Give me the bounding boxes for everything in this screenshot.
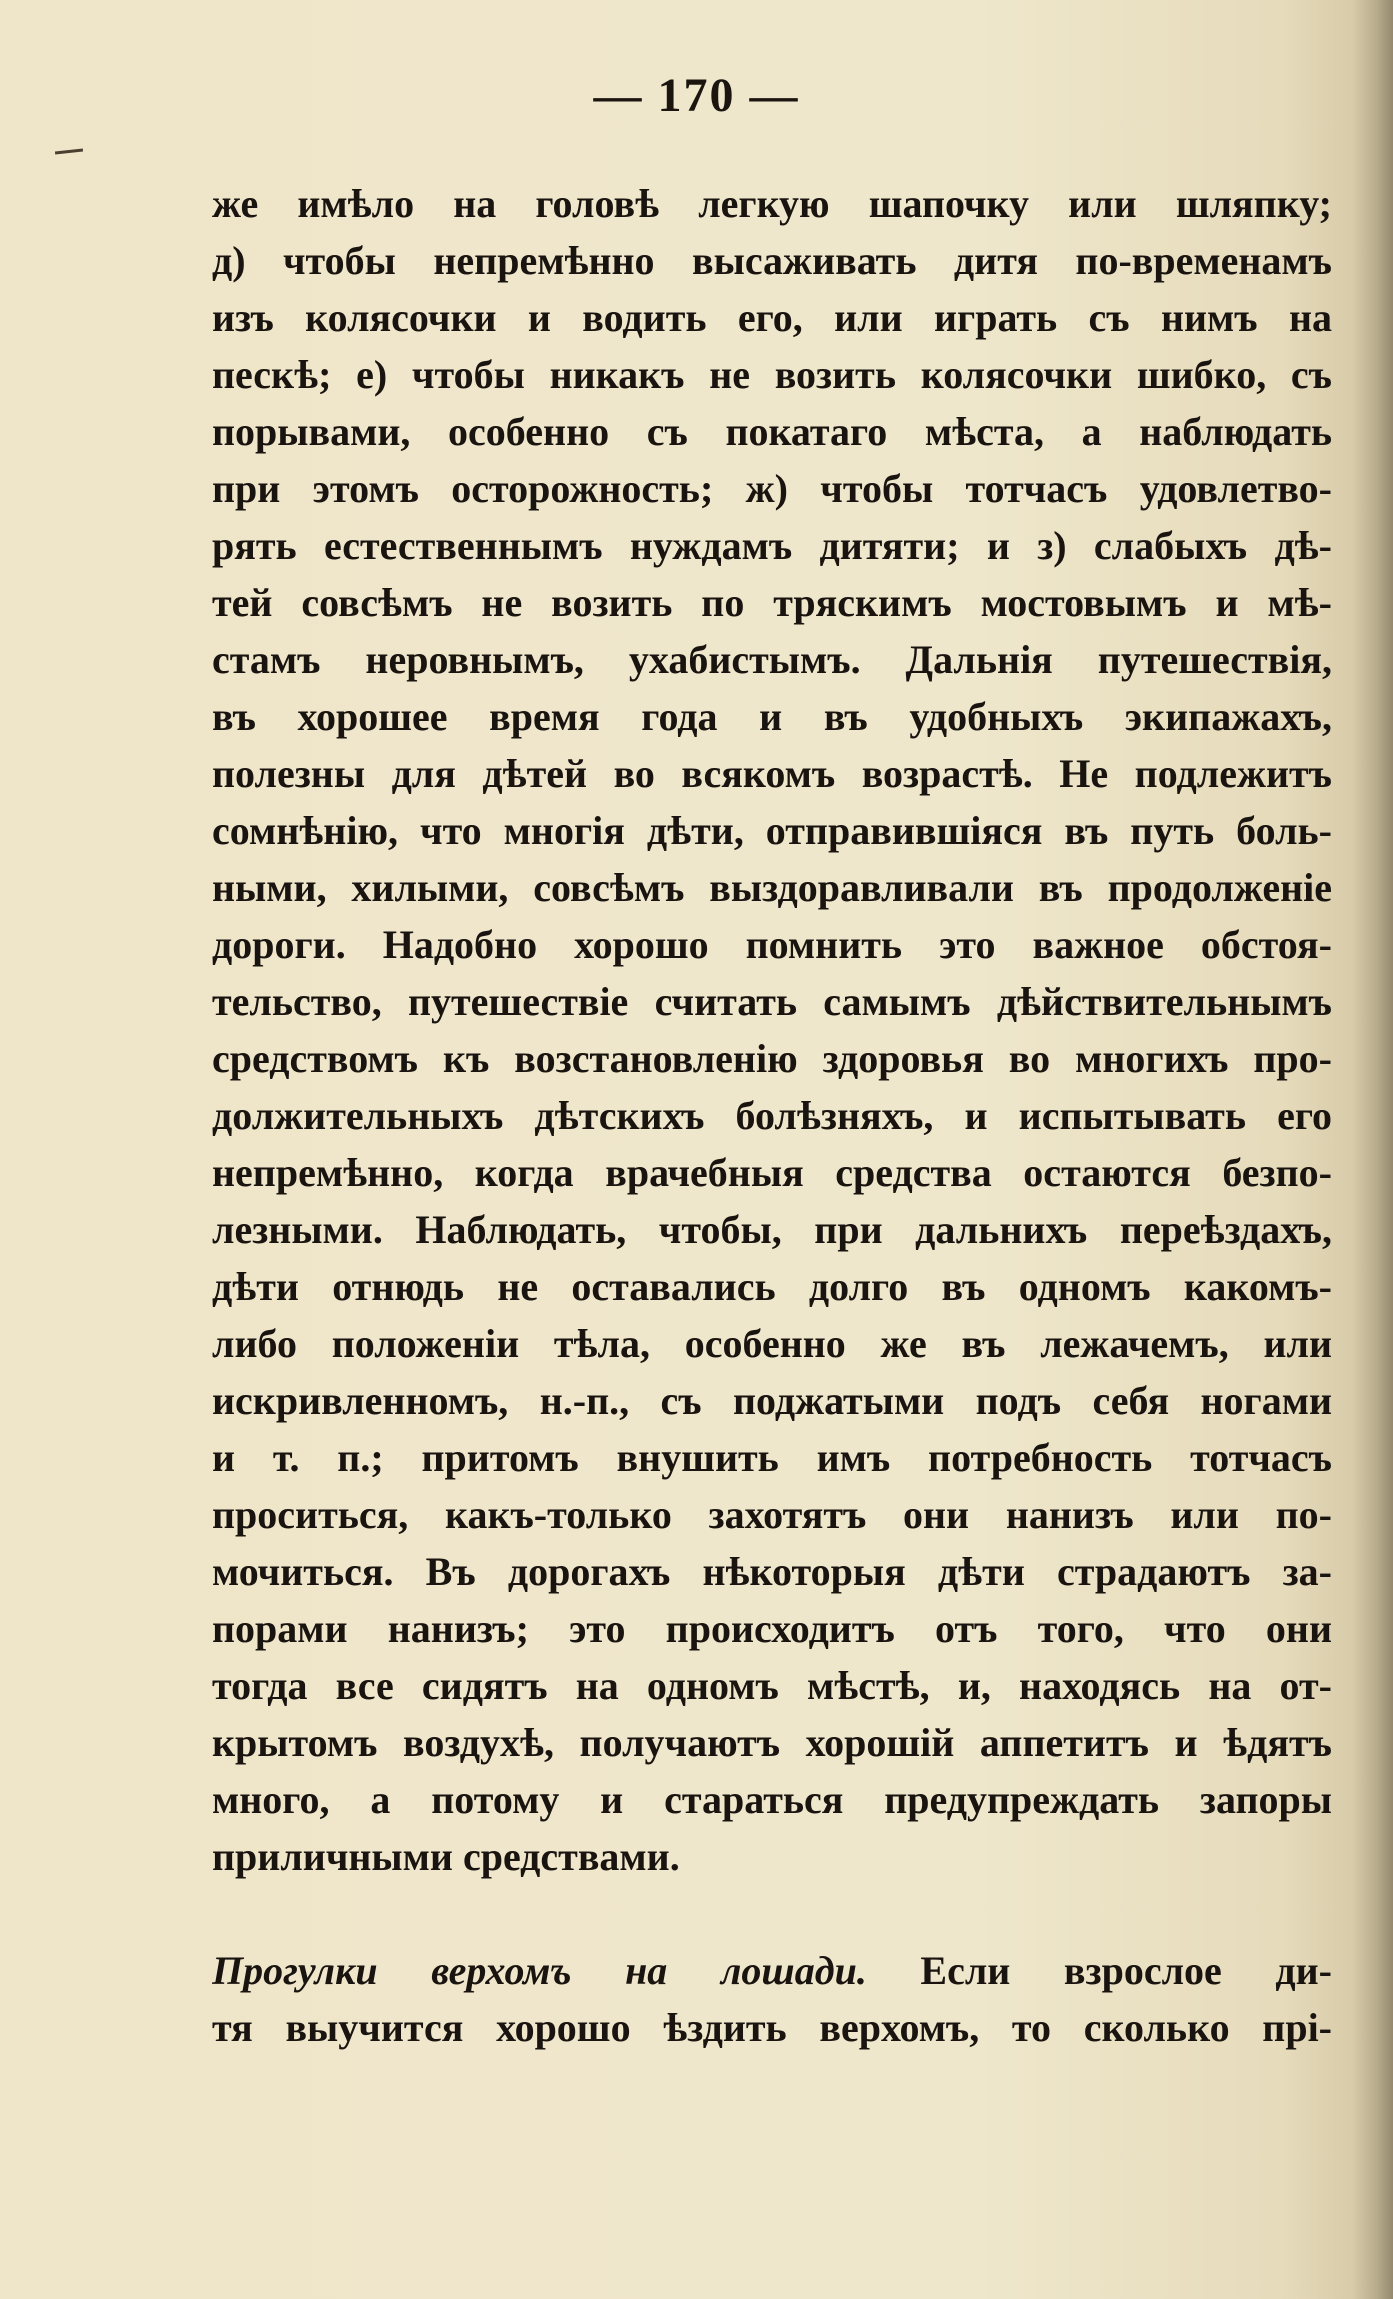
spine-shadow <box>1353 0 1393 2299</box>
text-line: при этомъ осторожность; ж) чтобы тотчасъ удовлетво- <box>212 466 1332 511</box>
text-line: дѣти отнюдь не оставались долго въ одномъ какомъ- <box>212 1264 1332 1309</box>
text-line: же имѣло на головѣ легкую шапочку или шляпку; <box>212 181 1332 226</box>
text-line: изъ колясочки и водить его, или играть съ нимъ на <box>212 295 1332 340</box>
text-line: лезными. Наблюдать, чтобы, при дальнихъ переѣздахъ, <box>212 1207 1332 1252</box>
text-line: и т. п.; притомъ внушить имъ потребность тотчасъ <box>212 1435 1332 1480</box>
margin-mark <box>55 149 83 155</box>
text-line: тей совсѣмъ не возить по тряскимъ мостовымъ и мѣ- <box>212 580 1332 625</box>
section-text: Если взрослое ди- <box>866 1948 1332 1993</box>
page-number: — 170 — <box>593 69 800 122</box>
paragraph-last-line: приличными средствами. <box>212 1834 680 1879</box>
text-line: рять естественнымъ нуждамъ дитяти; и з) слабыхъ дѣ- <box>212 523 1332 568</box>
text-line: тогда все сидятъ на одномъ мѣстѣ, и, находясь на от- <box>212 1663 1332 1708</box>
section-second-line: тя выучится хорошо ѣздить верхомъ, то сколько прі- <box>212 2005 1332 2050</box>
text-line: ными, хилыми, совсѣмъ выздоравливали въ продолженіе <box>212 865 1332 910</box>
text-line: порывами, особенно съ покатаго мѣста, а наблюдать <box>212 409 1332 454</box>
text-line: должительныхъ дѣтскихъ болѣзняхъ, и испытывать его <box>212 1093 1332 1138</box>
text-line: сомнѣнію, что многія дѣти, отправившіяся въ путь боль- <box>212 808 1332 853</box>
text-line: мочиться. Въ дорогахъ нѣкоторыя дѣти страдаютъ за- <box>212 1549 1332 1594</box>
text-line: порами нанизъ; это происходитъ отъ того, что они <box>212 1606 1332 1651</box>
text-line: крытомъ воздухѣ, получаютъ хорошій аппетитъ и ѣдятъ <box>212 1720 1332 1765</box>
text-line: средствомъ къ возстановленію здоровья во многихъ про- <box>212 1036 1332 1081</box>
text-line: пескѣ; е) чтобы никакъ не возить колясочки шибко, съ <box>212 352 1332 397</box>
body-text <box>212 175 1332 2056</box>
section-first-line <box>212 1942 1332 1999</box>
text-line: тельство, путешествіе считать самымъ дѣйствительнымъ <box>212 979 1332 1024</box>
text-line: въ хорошее время года и въ удобныхъ экипажахъ, <box>212 694 1332 739</box>
text-line: непремѣнно, когда врачебныя средства остаются безпо- <box>212 1150 1332 1195</box>
text-line: полезны для дѣтей во всякомъ возрастѣ. Не подлежитъ <box>212 751 1332 796</box>
text-line: много, а потому и стараться предупреждать запоры <box>212 1777 1332 1822</box>
text-line: дороги. Надобно хорошо помнить это важное обстоя- <box>212 922 1332 967</box>
text-line: искривленномъ, н.-п., съ поджатыми подъ себя ногами <box>212 1378 1332 1423</box>
text-line: стамъ неровнымъ, ухабистымъ. Дальнія путешествія, <box>212 637 1332 682</box>
text-line: д) чтобы непремѣнно высаживать дитя по-временамъ <box>212 238 1332 283</box>
text-line: проситься, какъ-только захотятъ они нанизъ или по- <box>212 1492 1332 1537</box>
section-heading: Прогулки верхомъ на лошади. <box>212 1948 867 1993</box>
text-line: либо положеніи тѣла, особенно же въ лежачемъ, или <box>212 1321 1332 1366</box>
